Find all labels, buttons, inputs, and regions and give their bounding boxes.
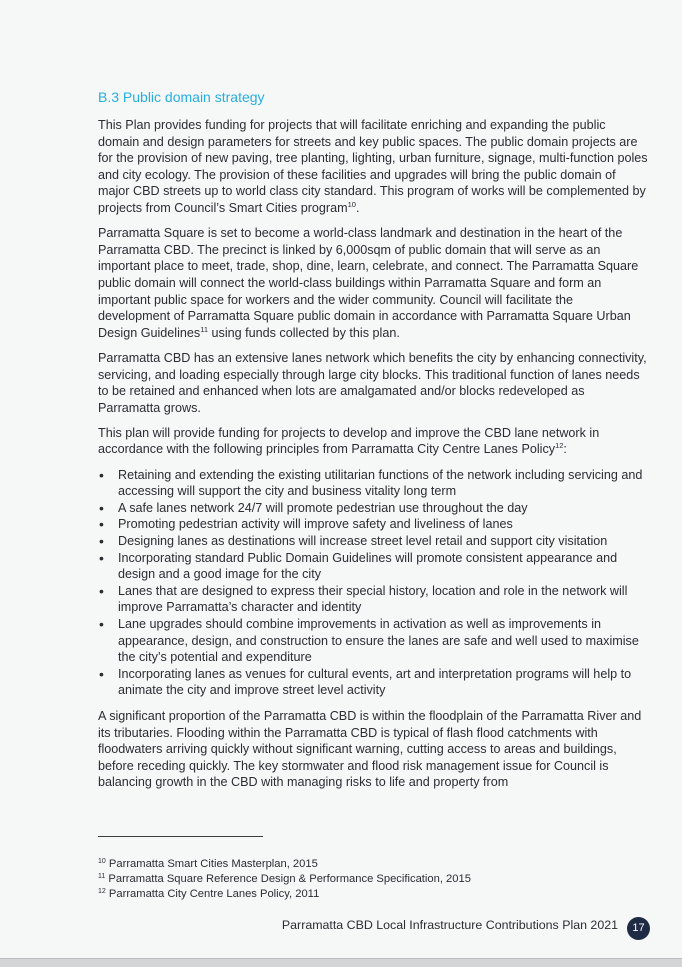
footnote-item xyxy=(98,872,598,887)
paragraph-parramatta-square xyxy=(98,225,648,341)
footnote-ref[interactable]: 12 xyxy=(555,441,564,451)
list-item: • Incorporating standard Public Domain Guidelines will promote consistent appearance and design and a good image for the city xyxy=(98,550,648,583)
paragraph-lanes-network: Parramatta CBD has an extensive lanes network which benefits the city by enhancing connectivity, servicing, and loading especially through large city blocks. This traditional function of lanes needs to be retained and enhanced when lots are amalgamated and/or blocks redeveloped as Parramatta grows. xyxy=(98,350,647,415)
footnote-ref[interactable]: 11 xyxy=(200,324,209,334)
list-item: • Designing lanes as destinations will increase street level retail and support city visitation xyxy=(98,533,648,550)
paragraph-text: Parramatta Square is set to become a world-class landmark and destination in the heart of the Parramatta CBD. The precinct is linked by 6,000sqm of public domain that will serve as an important place to meet, trade, shop, dine, learn, celebrate, and connect. The Parramatta Square public domain will connect the world-class buildings within Parramatta Square and form an important public space for workers and the wider community. Council will facilitate the development of Parramatta Square public domain in accordance with Parramatta Square Urban Design Guidelines xyxy=(98,226,639,340)
list-item: • Incorporating lanes as venues for cultural events, art and interpretation programs will help to animate the city and improve street level activity xyxy=(98,666,648,699)
footer-document-title: Parramatta CBD Local Infrastructure Contributions Plan 2021 xyxy=(281,918,618,932)
list-item: • Promoting pedestrian activity will improve safety and liveliness of lanes xyxy=(98,516,648,533)
list-item: • Lane upgrades should combine improvements in activation as well as improvements in appearance, design, and construction to ensure the lanes are safe and well used to maximise the city’s potential and expenditure xyxy=(98,616,648,666)
paragraph-lanes-funding xyxy=(98,425,648,458)
list-item: • A safe lanes network 24/7 will promote pedestrian use throughout the day xyxy=(98,500,648,517)
paragraph-public-domain xyxy=(98,117,648,217)
footnote-divider xyxy=(98,836,263,837)
footnote-number: 10 xyxy=(98,858,106,865)
paragraph-text-end: using funds collected by this plan. xyxy=(208,325,400,340)
footnotes xyxy=(98,857,598,902)
section-heading: B.3 Public domain strategy xyxy=(98,89,265,105)
footnote-number: 12 xyxy=(98,888,106,895)
footnote-item xyxy=(98,887,598,902)
footnote-ref[interactable]: 10 xyxy=(347,199,356,209)
list-item: • Retaining and extending the existing utilitarian functions of the network including servicing and accessing will support the city and business vitality long term xyxy=(98,467,648,500)
paragraph-text: This plan will provide funding for projects to develop and improve the CBD lane network in accordance with the following principles from Parramatta City Centre Lanes Policy xyxy=(98,425,600,457)
main-content xyxy=(98,88,648,800)
footnote-text: Parramatta Smart Cities Masterplan, 2015 xyxy=(105,858,318,870)
footnote-number: 11 xyxy=(98,873,106,880)
page-number-badge: 17 xyxy=(627,917,650,940)
paragraph-text: This Plan provides funding for projects that will facilitate enriching and expanding the public domain and design parameters for streets and key public spaces. The public domain projects are for the provision of new paving, tree planting, lighting, urban furniture, signage, multi-function poles and city ecology. The provision of these facilities and upgrades will bring the public domain of major CBD streets up to world class city standard. This program of works will be complemented by projects from Council’s Smart Cities program xyxy=(98,118,648,215)
list-item: • Lanes that are designed to express their special history, location and role in the network will improve Parramatta’s character and identity xyxy=(98,583,648,616)
footnote-item xyxy=(98,857,598,872)
footnote-text: Parramatta Square Reference Design & Performance Specification, 2015 xyxy=(105,873,471,885)
paragraph-text-end: . xyxy=(355,200,360,215)
footnote-text: Parramatta City Centre Lanes Policy, 2011 xyxy=(105,888,320,900)
lanes-principles-list xyxy=(98,467,648,699)
paragraph-text-end: : xyxy=(563,442,567,457)
paragraph-flooding: A significant proportion of the Parramatta CBD is within the floodplain of the Parramatta River and its tributaries. Flooding within the Parramatta CBD is typical of flash flood catchments with floodwaters arriving quickly without significant warning, cutting access to areas and buildings, before receding quickly. The key stormwater and flood risk management issue for Council is balancing growth in the CBD with managing risks to life and property from xyxy=(98,708,642,790)
